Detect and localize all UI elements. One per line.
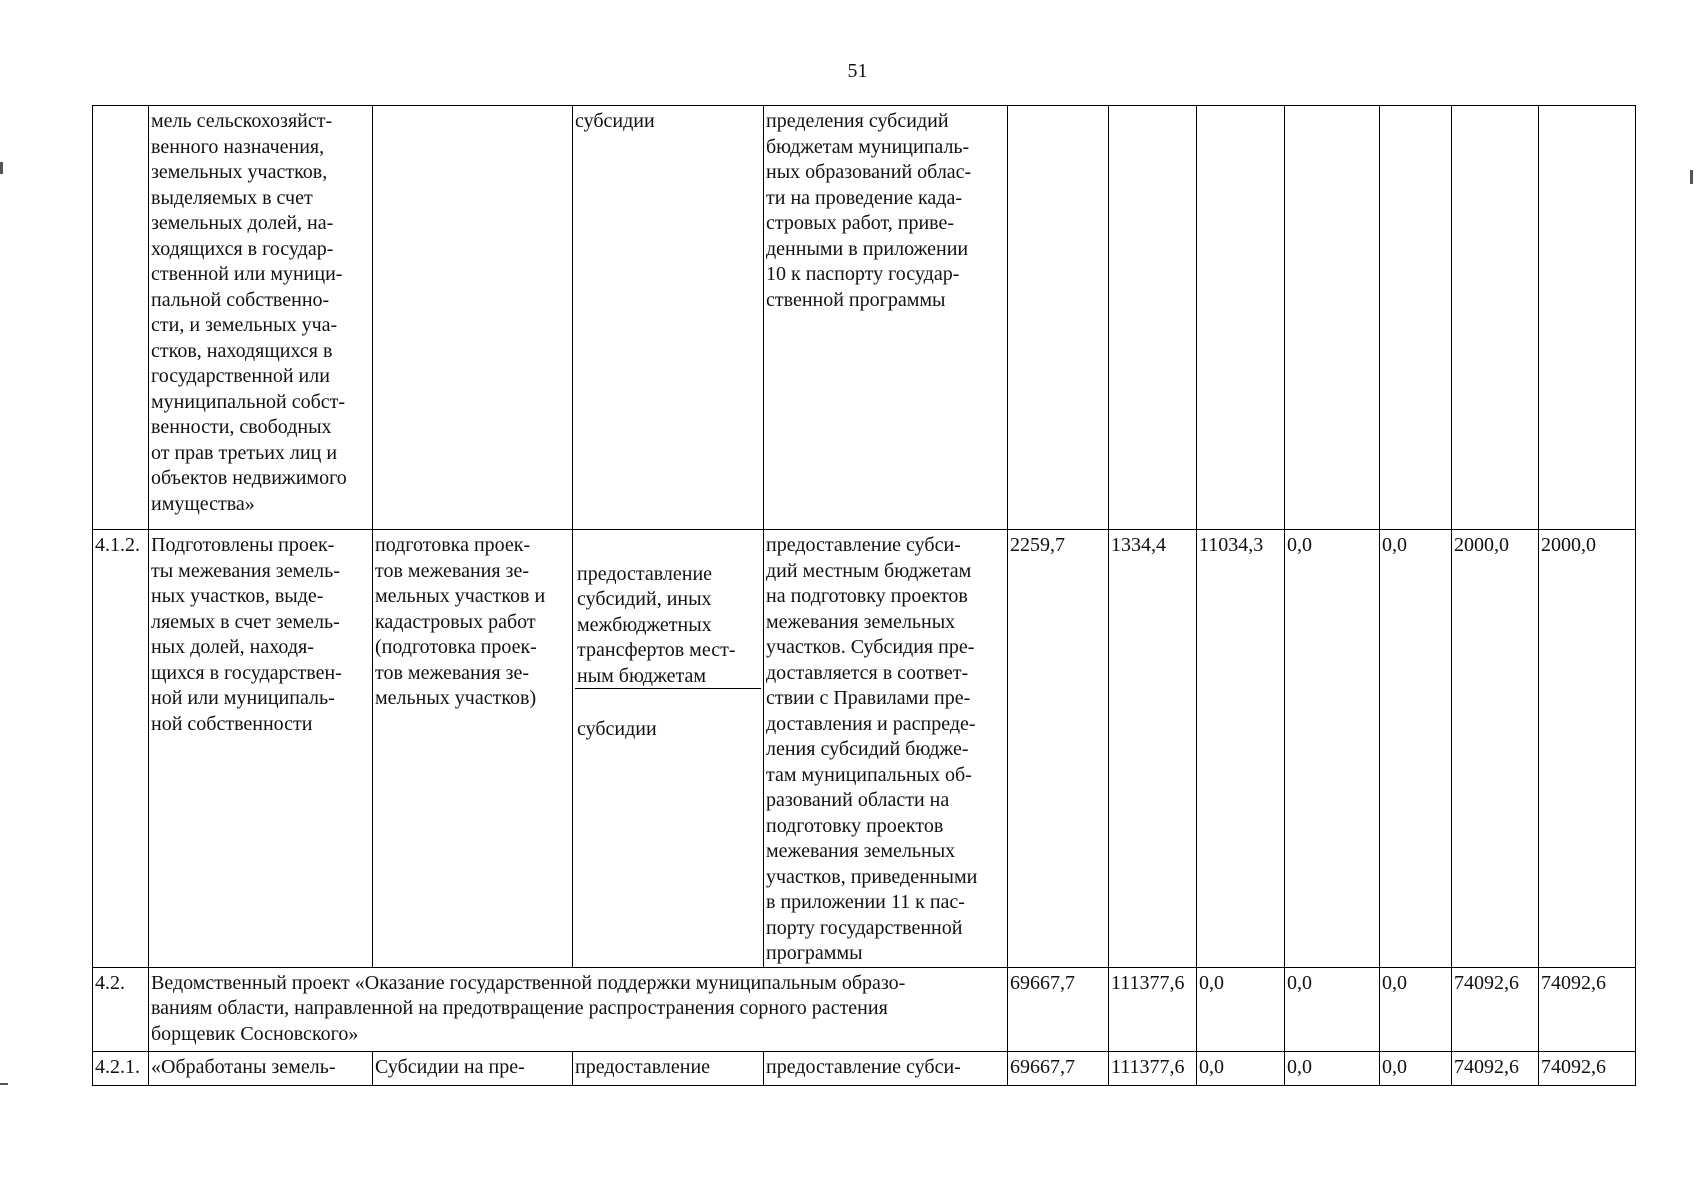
row-code: 4.2. — [93, 967, 149, 1051]
scan-mark — [0, 1083, 8, 1085]
row-name: мель сельскохозяйст- венного назначения, земельных участков, выделяемых в счет земельных долей, на- ходящихся в государ- ственной или муници- пальной собственно- сти, и земельных уча- стков, находящихся в государственной или муниципальной собст- венности, свободных от прав третьих лиц и объектов недвижимого имущества» — [149, 106, 373, 530]
row-code: 4.1.2. — [93, 530, 149, 968]
row-value — [1109, 106, 1197, 530]
budget-table — [92, 105, 1636, 1086]
row-instrument: предоставление — [573, 1051, 764, 1085]
row-value — [1008, 106, 1109, 530]
row-instrument: субсидии — [573, 106, 764, 530]
table-row — [93, 106, 1636, 530]
project-title: Ведомственный проект «Оказание государственной поддержки муниципальным образо- ваниям области, направленной на предотвращение распространения сорного растения борщевик Сосновского» — [149, 967, 1008, 1051]
row-instrument — [573, 530, 764, 968]
row-value: 11034,3 — [1197, 530, 1285, 968]
row-code — [93, 106, 149, 530]
row-value: 0,0 — [1380, 967, 1452, 1051]
row-value: 0,0 — [1285, 530, 1380, 968]
row-value: 0,0 — [1380, 530, 1452, 968]
row-value: 74092,6 — [1539, 967, 1636, 1051]
row-value — [1539, 106, 1636, 530]
row-result: Субсидии на пре- — [373, 1051, 573, 1085]
row-value — [1197, 106, 1285, 530]
row-value: 0,0 — [1285, 967, 1380, 1051]
table-row — [93, 1051, 1636, 1085]
instrument-secondary: субсидии — [577, 718, 657, 740]
row-value: 74092,6 — [1452, 1051, 1539, 1085]
row-result — [373, 106, 573, 530]
page-number: 51 — [847, 60, 868, 82]
table-row — [93, 530, 1636, 968]
row-value — [1452, 106, 1539, 530]
row-value: 111377,6 — [1109, 1051, 1197, 1085]
row-value: 111377,6 — [1109, 967, 1197, 1051]
row-value — [1285, 106, 1380, 530]
row-description: пределения субсидий бюджетам муниципаль- ных образований облас- ти на проведение када- стровых работ, приве- денными в приложении 10 к паспорту государ- ственной программы — [764, 106, 1008, 530]
row-value: 0,0 — [1197, 1051, 1285, 1085]
row-value — [1380, 106, 1452, 530]
row-description: предоставление субси- — [764, 1051, 1008, 1085]
row-value: 0,0 — [1285, 1051, 1380, 1085]
row-value: 74092,6 — [1452, 967, 1539, 1051]
scan-mark — [0, 162, 3, 174]
row-value: 1334,4 — [1109, 530, 1197, 968]
row-value: 2000,0 — [1539, 530, 1636, 968]
instrument-primary: предоставление субсидий, иных межбюджетных трансфертов мест- ным бюджетам — [575, 559, 761, 689]
row-description: предоставление субси- дий местным бюджетам на подготовку проектов межевания земельных участков. Субсидия пре- доставляется в соответ- ствии с Правилами пре- доставления и распреде- ления субсидий бюдже- там муниципальных об- разований области на подготовку проектов межевания земельных участков, приведенными в приложении 11 к пас- порту государственной программы — [764, 530, 1008, 968]
row-value: 0,0 — [1380, 1051, 1452, 1085]
row-value: 69667,7 — [1008, 967, 1109, 1051]
scan-mark — [1690, 170, 1693, 184]
row-value: 74092,6 — [1539, 1051, 1636, 1085]
row-value: 2259,7 — [1008, 530, 1109, 968]
row-value: 69667,7 — [1008, 1051, 1109, 1085]
row-code: 4.2.1. — [93, 1051, 149, 1085]
row-name: «Обработаны земель- — [149, 1051, 373, 1085]
row-value: 2000,0 — [1452, 530, 1539, 968]
row-result: подготовка проек- тов межевания зе- мельных участков и кадастровых работ (подготовка проек- тов межевания зе- мельных участков) — [373, 530, 573, 968]
table-row — [93, 967, 1636, 1051]
row-value: 0,0 — [1197, 967, 1285, 1051]
row-name: Подготовлены проек- ты межевания земель- ных участков, выде- ляемых в счет земель- ных долей, находя- щихся в государствен- ной или муниципаль- ной собственности — [149, 530, 373, 968]
